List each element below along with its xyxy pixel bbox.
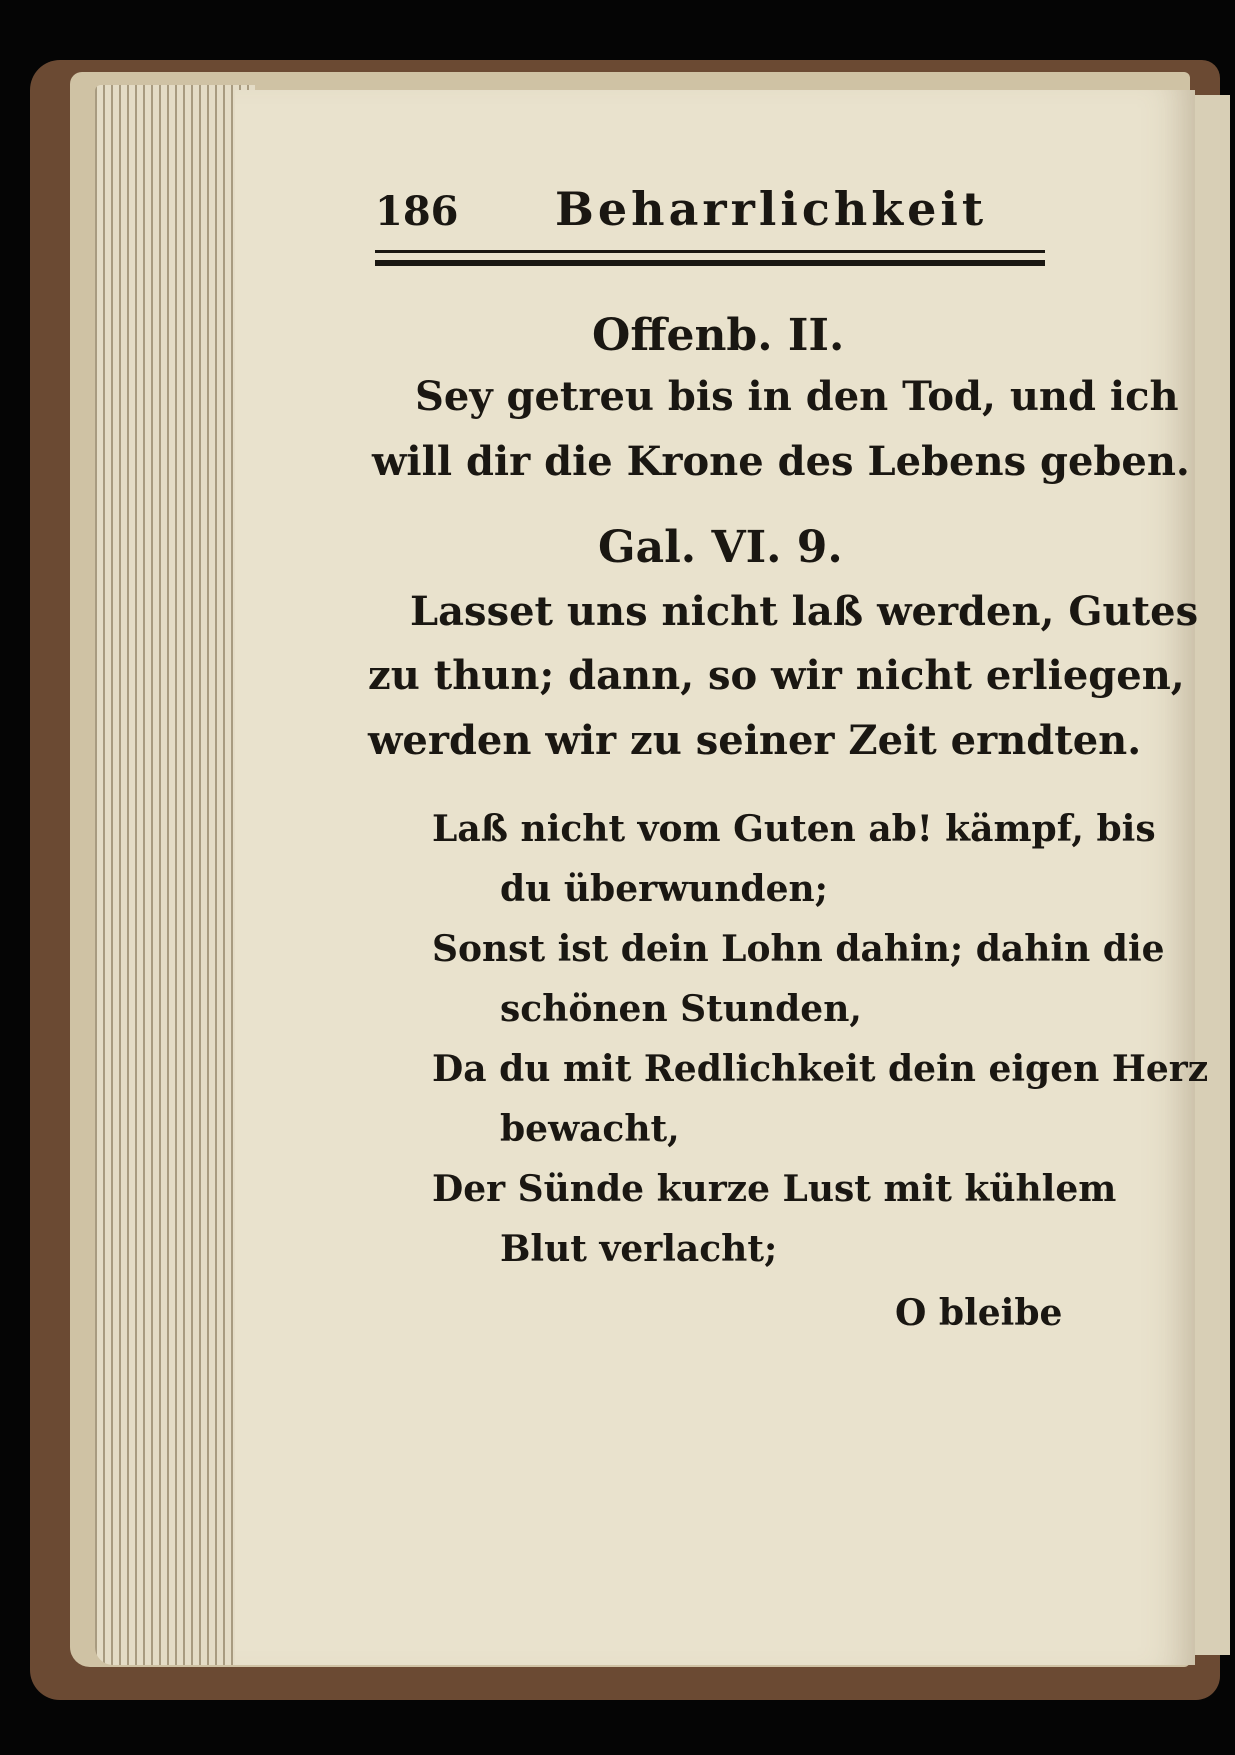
- scripture-reference: Offenb. II.: [592, 310, 845, 361]
- verse-line: Sonst ist dein Lohn dahin; dahin die: [432, 928, 1165, 970]
- verse-line: Laß nicht vom Guten ab! kämpf, bis: [432, 808, 1156, 850]
- verse-line: schönen Stunden,: [500, 988, 862, 1030]
- scripture-reference: Gal. VI. 9.: [598, 522, 843, 573]
- text-line: will dir die Krone des Lebens geben.: [372, 438, 1190, 485]
- verse-line: Der Sünde kurze Lust mit kühlem: [432, 1168, 1117, 1210]
- text-line: zu thun; dann, so wir nicht erliegen,: [368, 652, 1185, 699]
- header-rule: [375, 250, 1045, 266]
- running-title: Beharrlichkeit: [555, 182, 988, 236]
- catchword: O bleibe: [895, 1292, 1063, 1334]
- text-line: Lasset uns nicht laß werden, Gutes: [410, 588, 1199, 635]
- verse-line: Da du mit Redlichkeit dein eigen Herz: [432, 1048, 1209, 1090]
- running-head: [375, 182, 1045, 248]
- verse-line: bewacht,: [500, 1108, 680, 1150]
- text-line: Sey getreu bis in den Tod, und ich: [415, 373, 1179, 420]
- page-edges: [95, 85, 255, 1665]
- verse-line: Blut verlacht;: [500, 1228, 778, 1270]
- verse-line: du überwunden;: [500, 868, 828, 910]
- page-number: 186: [375, 188, 459, 235]
- text-line: werden wir zu seiner Zeit erndten.: [368, 717, 1142, 764]
